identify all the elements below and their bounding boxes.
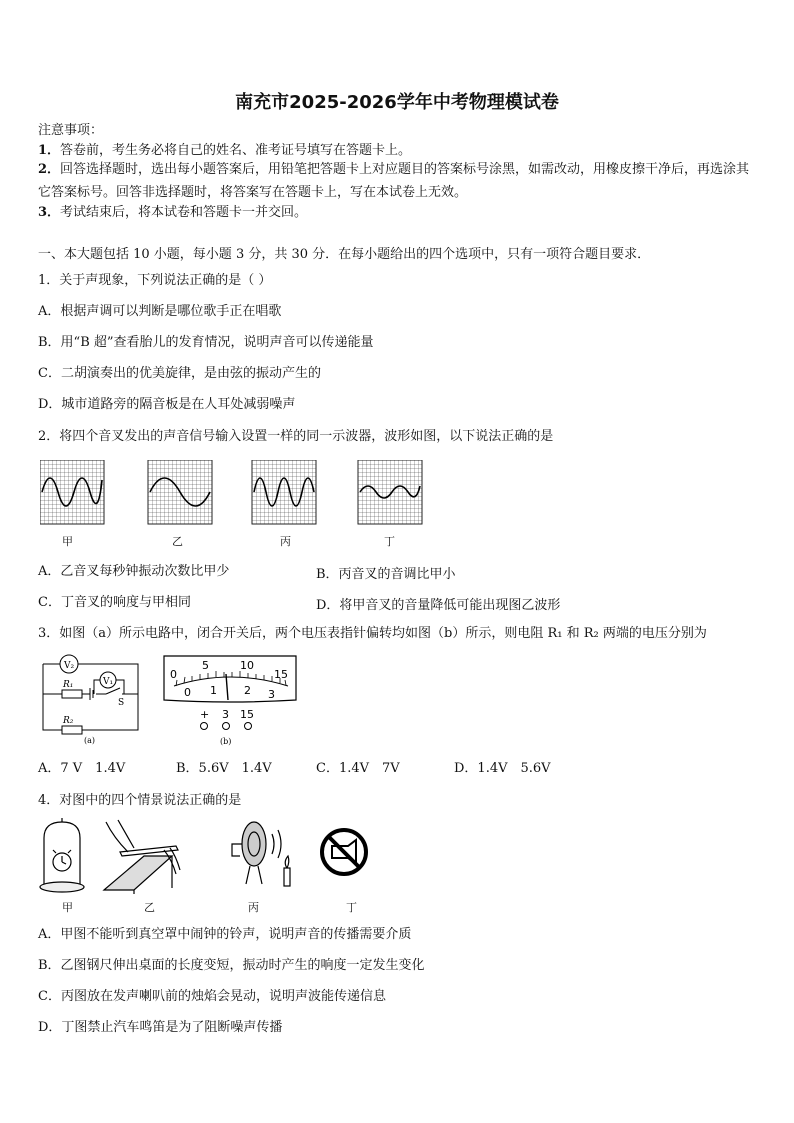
notice-heading: 注意事项： <box>38 123 104 138</box>
no-honking-sign-icon <box>322 830 366 874</box>
q4-label-ding: 丁 <box>346 901 357 914</box>
q4-option-c: C．丙图放在发声喇叭前的烛焰会晃动，说明声波能传递信息 <box>38 989 386 1004</box>
meter-bottom-tick-2: 2 <box>244 684 251 697</box>
q3-option-c: C．1.4V 7V <box>316 761 400 776</box>
q4-label-yi: 乙 <box>144 901 155 914</box>
notice-item-1: 1．答卷前，考生务必将自己的姓名、准考证号填写在答题卡上。 <box>38 143 412 158</box>
meter-top-tick-10: 10 <box>240 659 254 672</box>
q4-scenes <box>36 816 376 894</box>
q2-label-yi: 乙 <box>172 535 183 548</box>
r2-label: R₂ <box>63 716 74 726</box>
notice-item-3: 3．考试结束后，将本试卷和答题卡一并交回。 <box>38 205 308 220</box>
q2-label-bing: 丙 <box>280 535 291 548</box>
q2-stem: 2．将四个音叉发出的声音信号输入设置一样的同一示波器，波形如图，以下说法正确的是 <box>38 429 554 444</box>
steel-ruler-table-icon <box>104 820 180 894</box>
q3-option-d: D．1.4V 5.6V <box>454 761 551 776</box>
circuit-caption: (a) <box>84 736 96 745</box>
meter-top-tick-15: 15 <box>274 668 288 681</box>
waveform-bing <box>252 460 316 524</box>
speaker-candle-icon <box>232 822 290 886</box>
q2-option-d: D．将甲音叉的音量降低可能出现图乙波形 <box>316 598 561 613</box>
q4-label-bing: 丙 <box>248 901 259 914</box>
oscilloscope-waveforms <box>40 460 440 528</box>
q2-option-b: B．丙音叉的音调比甲小 <box>316 567 456 582</box>
q1-stem: 1．关于声现象，下列说法正确的是（ ） <box>38 273 272 288</box>
q3-option-a: A．7 V 1.4V <box>38 761 126 776</box>
voltmeter-dial <box>160 652 300 750</box>
waveform-ding <box>358 460 422 524</box>
q1-option-d: D．城市道路旁的隔音板是在人耳处减弱噪声 <box>38 397 296 412</box>
v1-label: V₁ <box>103 677 114 687</box>
notice-item-2: 2．回答选择题时，选出每小题答案后，用铅笔把答题卡上对应题目的答案标号涂黑，如需改动，用橡皮擦干净后，再选涂其它答案标号。回答非选择题时，将答案写在答题卡上，写在本试卷上无效。 <box>38 162 750 200</box>
bell-jar-clock-icon <box>40 818 84 892</box>
q2-label-jia: 甲 <box>62 535 73 548</box>
switch-label: S <box>118 698 125 708</box>
circuit-diagram <box>38 652 148 746</box>
q4-label-jia: 甲 <box>62 901 73 914</box>
meter-top-tick-5: 5 <box>202 659 209 672</box>
q4-option-d: D．丁图禁止汽车鸣笛是为了阻断噪声传播 <box>38 1020 283 1035</box>
v2-label: V₂ <box>64 661 75 671</box>
q3-option-b: B．5.6V 1.4V <box>176 761 272 776</box>
q4-option-b: B．乙图钢尺伸出桌面的长度变短，振动时产生的响度一定发生变化 <box>38 958 425 973</box>
waveform-yi <box>148 460 212 524</box>
terminal-plus: + <box>200 708 210 721</box>
q2-option-a: A．乙音叉每秒钟振动次数比甲少 <box>38 564 230 579</box>
meter-bottom-tick-1: 1 <box>210 684 217 697</box>
terminal-3: 3 <box>222 708 229 721</box>
q2-label-ding: 丁 <box>384 535 395 548</box>
q1-option-c: C．二胡演奏出的优美旋律，是由弦的振动产生的 <box>38 366 321 381</box>
terminal-15: 15 <box>240 708 254 721</box>
page-title: 南充市2025-2026学年中考物理模试卷 <box>235 92 559 113</box>
meter-top-tick-0: 0 <box>170 668 177 681</box>
q1-option-a: A．根据声调可以判断是哪位歌手正在唱歌 <box>38 304 282 319</box>
section-heading: 一、本大题包括 10 小题，每小题 3 分，共 30 分．在每小题给出的四个选项中，只有一项符合题目要求． <box>38 247 651 262</box>
r1-label: R₁ <box>63 680 74 690</box>
meter-caption: (b) <box>220 737 232 746</box>
q2-option-c: C．丁音叉的响度与甲相同 <box>38 595 191 610</box>
waveform-jia <box>40 460 104 524</box>
q4-option-a: A．甲图不能听到真空罩中闹钟的铃声，说明声音的传播需要介质 <box>38 927 412 942</box>
meter-bottom-tick-3: 3 <box>268 688 275 701</box>
q4-stem: 4．对图中的四个情景说法正确的是 <box>38 793 242 808</box>
q3-stem: 3．如图（a）所示电路中，闭合开关后，两个电压表指针偏转均如图（b）所示，则电阻 R₁ 和 R₂ 两端的电压分别为 <box>38 626 707 641</box>
q1-option-b: B．用“B 超”查看胎儿的发育情况，说明声音可以传递能量 <box>38 335 374 350</box>
meter-bottom-tick-0: 0 <box>184 686 191 699</box>
